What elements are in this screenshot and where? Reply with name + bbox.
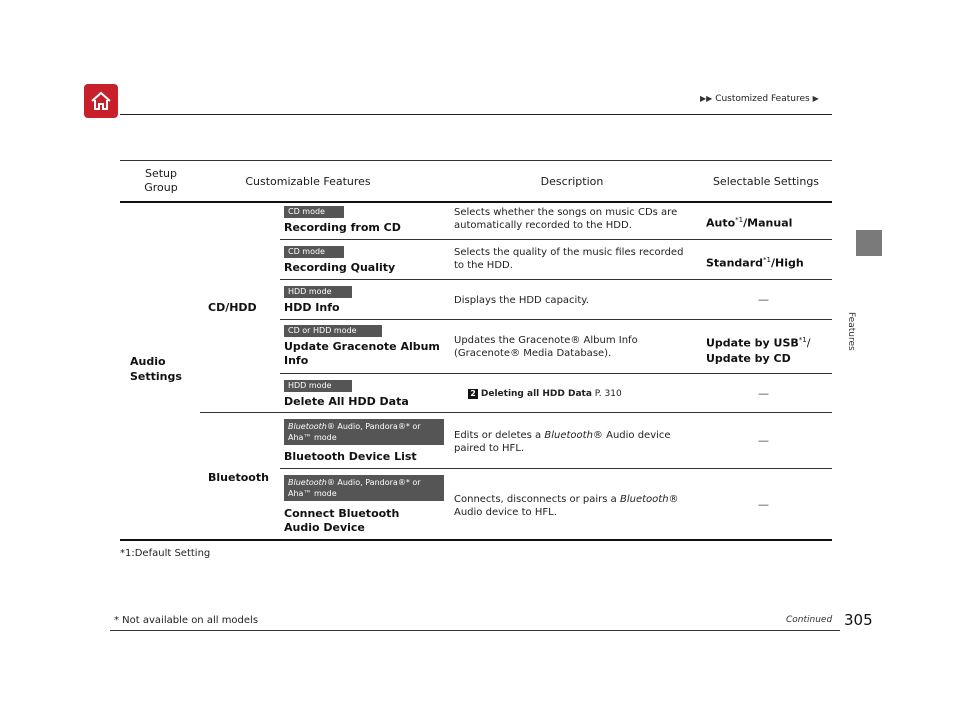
- header-rule-bottom: [120, 201, 832, 203]
- footnote-ref: *1: [763, 256, 771, 264]
- badge-bluetooth-mode: [284, 475, 444, 501]
- desc-text-bluetooth: Bluetooth: [544, 430, 593, 441]
- page-number: 305: [844, 611, 873, 629]
- cross-reference-page: P. 310: [591, 389, 622, 399]
- header-customizable-features: Customizable Features: [245, 174, 371, 188]
- subgroup-cd-hdd: CD/HDD: [208, 301, 257, 314]
- badge-cd-or-hdd-mode: CD or HDD mode: [284, 325, 382, 337]
- desc-bluetooth-device-list: [454, 429, 694, 455]
- feature-recording-quality: Recording Quality: [284, 261, 396, 274]
- row-rule: [280, 239, 832, 240]
- section-label-text: Features: [846, 312, 856, 351]
- subgroup-bluetooth: Bluetooth: [208, 471, 269, 484]
- row-rule: [280, 319, 832, 320]
- breadcrumb-arrows: ▶▶: [700, 94, 713, 103]
- row-rule: [280, 279, 832, 280]
- desc-connect-bluetooth-audio: [454, 493, 694, 519]
- table-bottom-rule: [120, 539, 832, 541]
- desc-delete-all-hdd-data[interactable]: [468, 388, 622, 401]
- setting-manual: /Manual: [743, 216, 793, 230]
- section-tab[interactable]: [856, 230, 882, 256]
- feature-update-gracenote: Update Gracenote Album Info: [284, 340, 440, 367]
- home-icon: [89, 89, 113, 113]
- breadcrumb[interactable]: [700, 94, 819, 104]
- setting-update-gracenote[interactable]: [706, 333, 810, 366]
- feature-bluetooth-device-list: Bluetooth Device List: [284, 450, 417, 463]
- row-rule: [280, 468, 832, 469]
- feature-delete-all-hdd-data: Delete All HDD Data: [284, 395, 409, 408]
- setting-high: /High: [771, 256, 804, 270]
- badge-hdd-mode: HDD mode: [284, 380, 352, 392]
- desc-text-post: ® Audio device paired to HFL.: [454, 430, 671, 454]
- feature-connect-bluetooth-audio: Connect Bluetooth Audio Device: [284, 507, 400, 534]
- setting-update-by-usb: Update by USB: [706, 336, 799, 350]
- cross-reference-link: Deleting all HDD Data: [480, 389, 592, 399]
- badge-bluetooth-rest: ® Audio, Pandora®* or Aha™ mode: [288, 478, 421, 498]
- header-setup-group: Setup Group: [144, 167, 178, 194]
- badge-bluetooth-mode: [284, 419, 444, 445]
- setting-update-by-cd: Update by CD: [706, 351, 791, 365]
- group-audio-settings: Audio Settings: [130, 355, 182, 383]
- cross-reference-icon: 2: [468, 389, 478, 399]
- home-button[interactable]: [84, 84, 118, 118]
- continued-label: Continued: [786, 615, 833, 625]
- footer-note: * Not available on all models: [114, 615, 259, 626]
- setting-bluetooth-device-list: —: [758, 434, 769, 447]
- desc-text-post: ® Audio device to HFL.: [454, 494, 679, 518]
- footnote-ref: *1: [735, 216, 744, 224]
- desc-recording-from-cd: Selects whether the songs on music CDs are automatically recorded to the HDD.: [454, 207, 678, 231]
- feature-recording-from-cd: Recording from CD: [284, 221, 401, 234]
- desc-update-gracenote: Updates the Gracenote® Album Info (Gracenote® Media Database).: [454, 335, 638, 359]
- setting-recording-quality[interactable]: [706, 253, 804, 271]
- setting-hdd-info: —: [758, 293, 769, 306]
- footnote-default-setting: *1:Default Setting: [120, 548, 211, 559]
- setting-auto: Auto: [706, 216, 736, 230]
- setting-separator: /: [806, 336, 811, 350]
- badge-bluetooth-word: Bluetooth: [288, 478, 327, 487]
- setting-delete-all-hdd-data: —: [758, 387, 769, 400]
- setting-connect-bluetooth-audio: —: [758, 498, 769, 511]
- row-rule: [200, 412, 832, 413]
- header-selectable-settings: Selectable Settings: [712, 174, 820, 188]
- badge-cd-mode: CD mode: [284, 206, 344, 218]
- breadcrumb-end-arrow: ▶: [812, 94, 819, 103]
- breadcrumb-label: Customized Features: [715, 94, 810, 104]
- feature-hdd-info: HDD Info: [284, 301, 340, 314]
- desc-text-pre: Edits or deletes a: [454, 430, 545, 441]
- row-rule: [280, 373, 832, 374]
- badge-cd-mode: CD mode: [284, 246, 344, 258]
- header-rule: [120, 114, 832, 115]
- footnote-ref: *1: [798, 336, 807, 344]
- desc-text-bluetooth: Bluetooth: [619, 494, 669, 505]
- setting-recording-from-cd[interactable]: [706, 213, 792, 231]
- desc-recording-quality: Selects the quality of the music files recorded to the HDD.: [454, 247, 684, 271]
- desc-hdd-info: Displays the HDD capacity.: [454, 295, 589, 306]
- badge-bluetooth-rest: ® Audio, Pandora®* or Aha™ mode: [288, 422, 421, 442]
- desc-text-pre: Connects, disconnects or pairs a: [454, 494, 620, 505]
- setting-standard: Standard: [706, 256, 764, 270]
- badge-bluetooth-word: Bluetooth: [288, 422, 327, 431]
- badge-hdd-mode: HDD mode: [284, 286, 352, 298]
- footer-rule: [110, 630, 840, 631]
- header-description: Description: [540, 174, 604, 188]
- section-label: [846, 262, 884, 362]
